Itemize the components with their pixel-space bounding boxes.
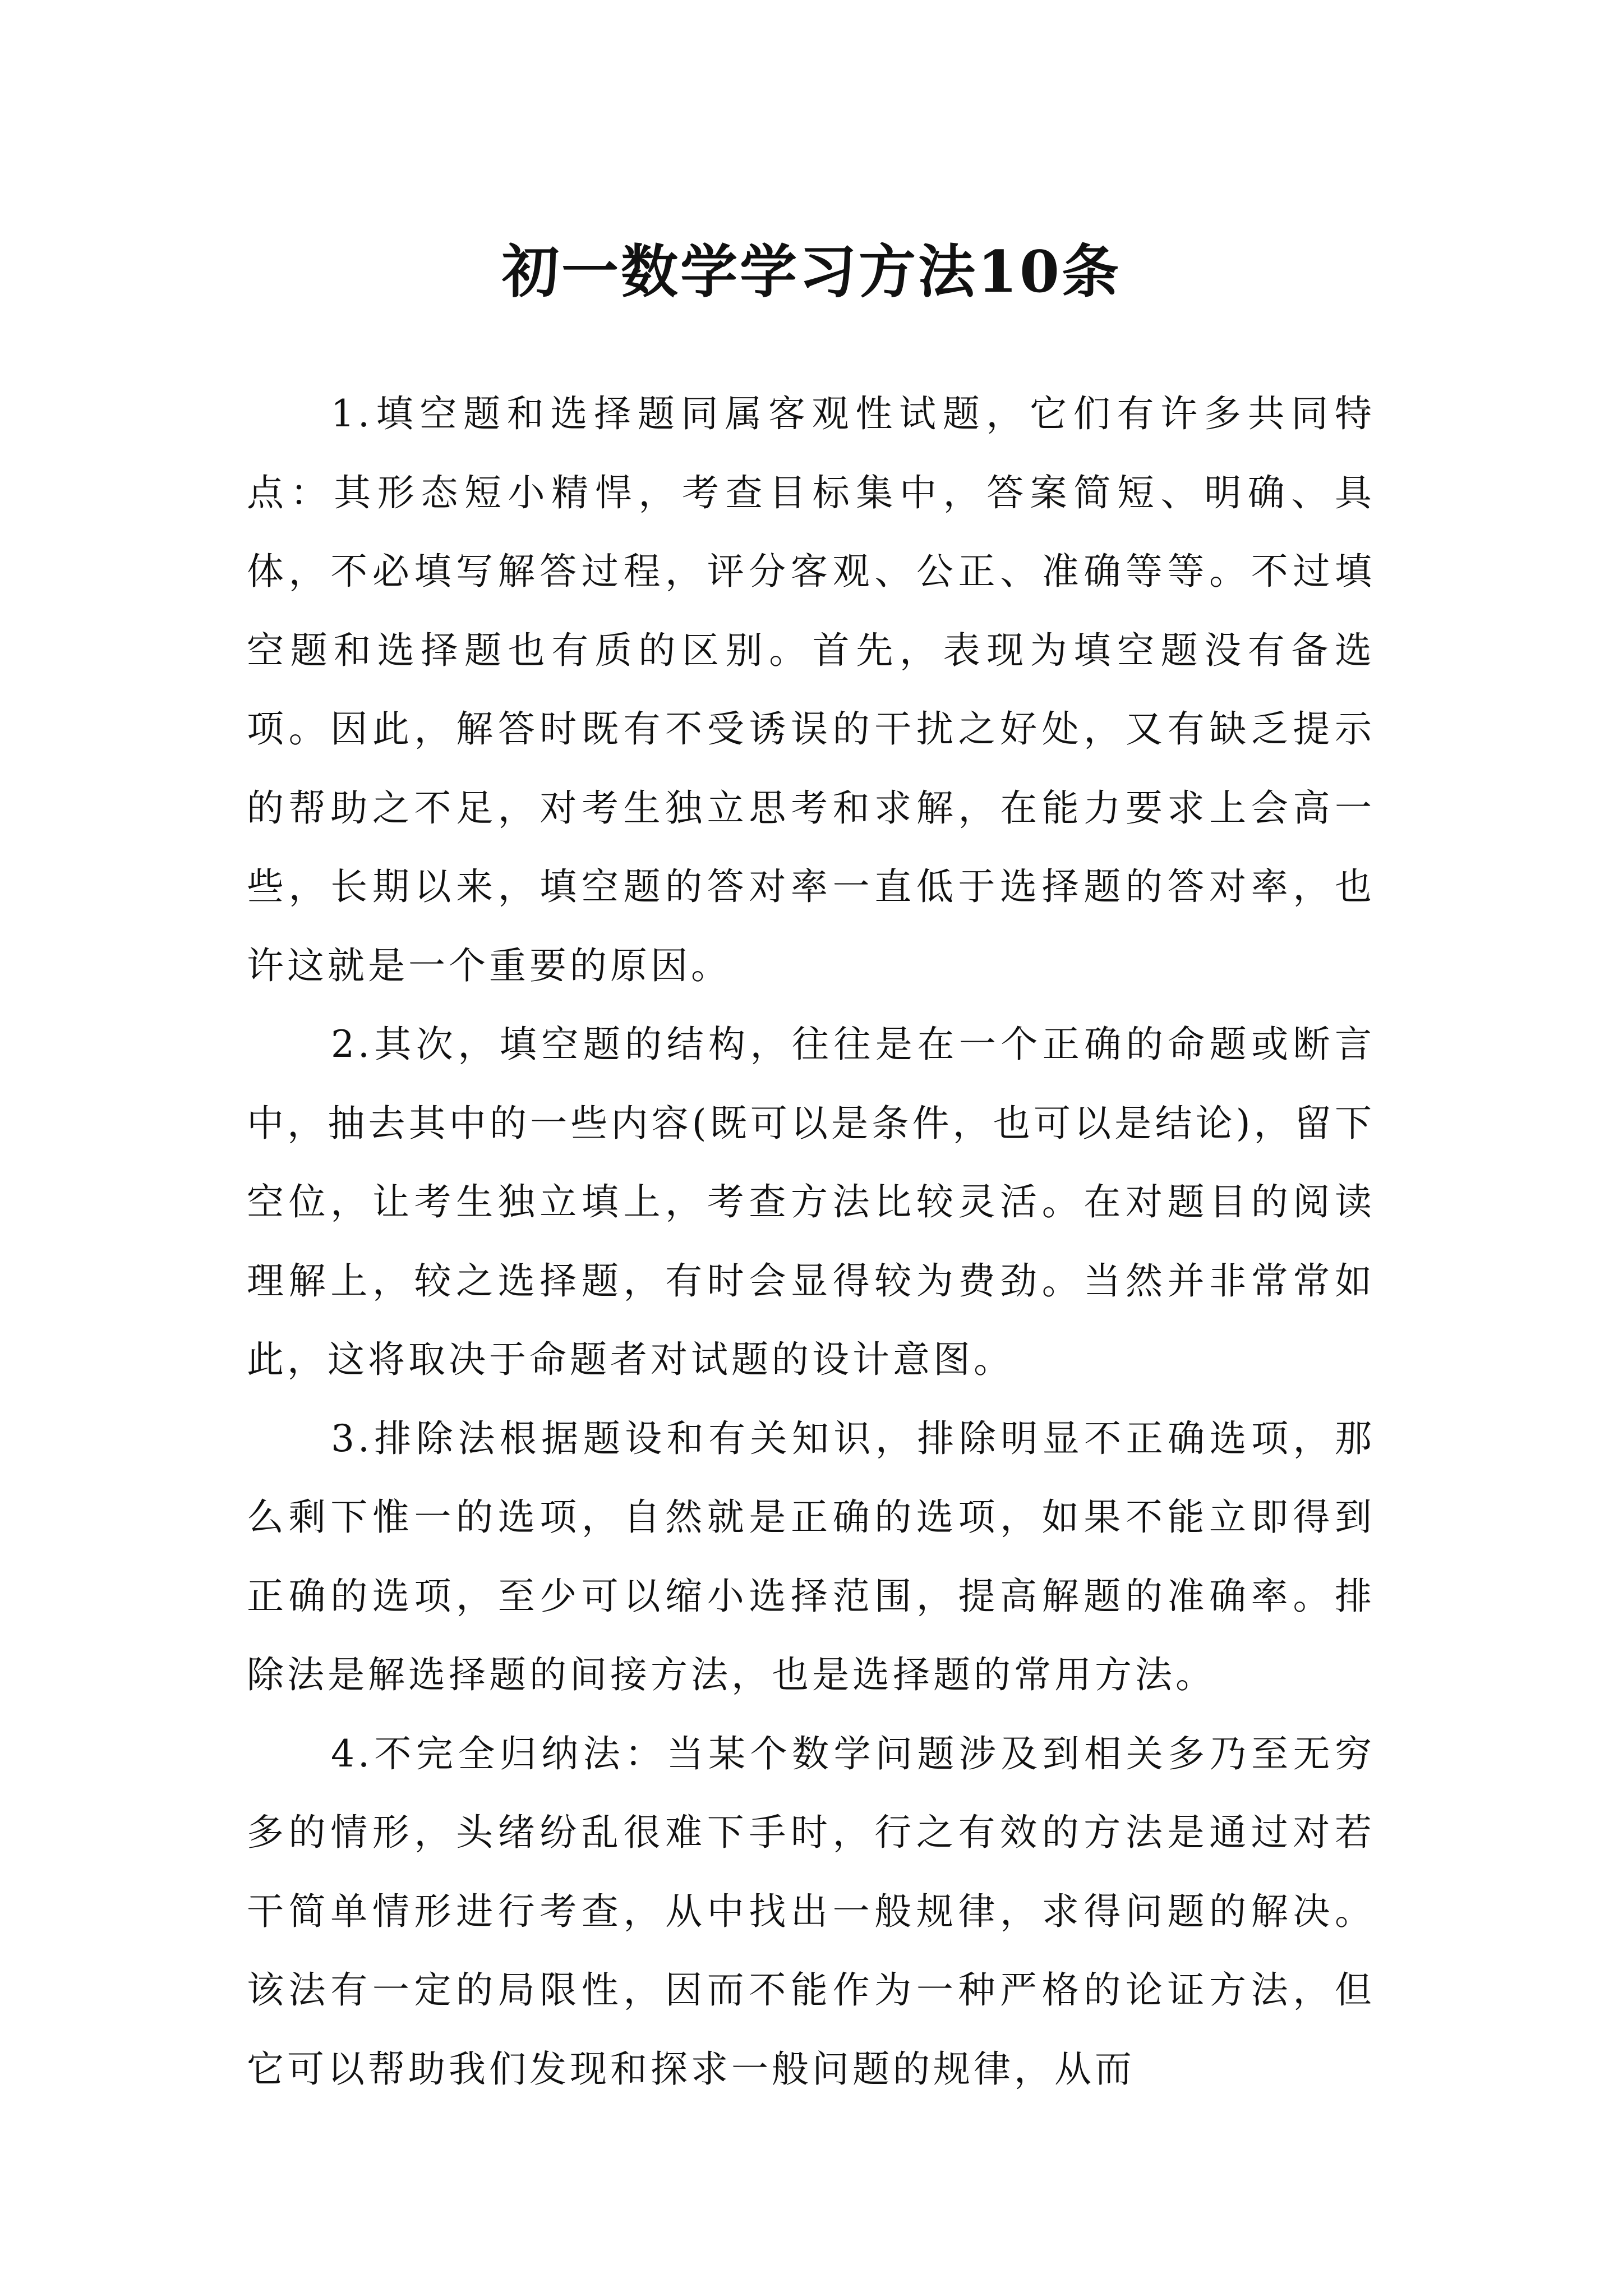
paragraph-2: 2.其次，填空题的结构，往往是在一个正确的命题或断言中，抽去其中的一些内容(既可以是条件，也可以是结论)，留下空位，让考生独立填上，考查方法比较灵活。在对题目的阅读理解上，较之选择题，有时会显得较为费劲。当然并非常常如此，这将取决于命题者对试题的设计意图。 xyxy=(247,1023,1375,1381)
document-title: 初一数学学习方法10条 xyxy=(502,238,1121,306)
paragraph-1: 1.填空题和选择题同属客观性试题，它们有许多共同特点：其形态短小精悍，考查目标集中，答案简短、明确、具体，不必填写解答过程，评分客观、公正、准确等等。不过填空题和选择题也有质的区别。首先，表现为填空题没有备选项。因此，解答时既有不受诱误的干扰之好处，又有缺乏提示的帮助之不足，对考生独立思考和求解，在能力要求上会高一些，长期以来，填空题的答对率一直低于选择题的答对率，也许这就是一个重要的原因。 xyxy=(247,392,1375,987)
paragraph-4: 4.不完全归纳法：当某个数学问题涉及到相关多乃至无穷多的情形，头绪纷乱很难下手时，行之有效的方法是通过对若干简单情形进行考查，从中找出一般规律，求得问题的解决。该法有一定的局限性，因而不能作为一种严格的论证方法，但它可以帮助我们发现和探求一般问题的规律，从而 xyxy=(247,1732,1375,2091)
document-body xyxy=(247,375,1375,2109)
paragraph-3: 3.排除法根据题设和有关知识，排除明显不正确选项，那么剩下惟一的选项，自然就是正确的选项，如果不能立即得到正确的选项，至少可以缩小选择范围，提高解题的准确率。排除法是解选择题的间接方法，也是选择题的常用方法。 xyxy=(247,1416,1375,1696)
